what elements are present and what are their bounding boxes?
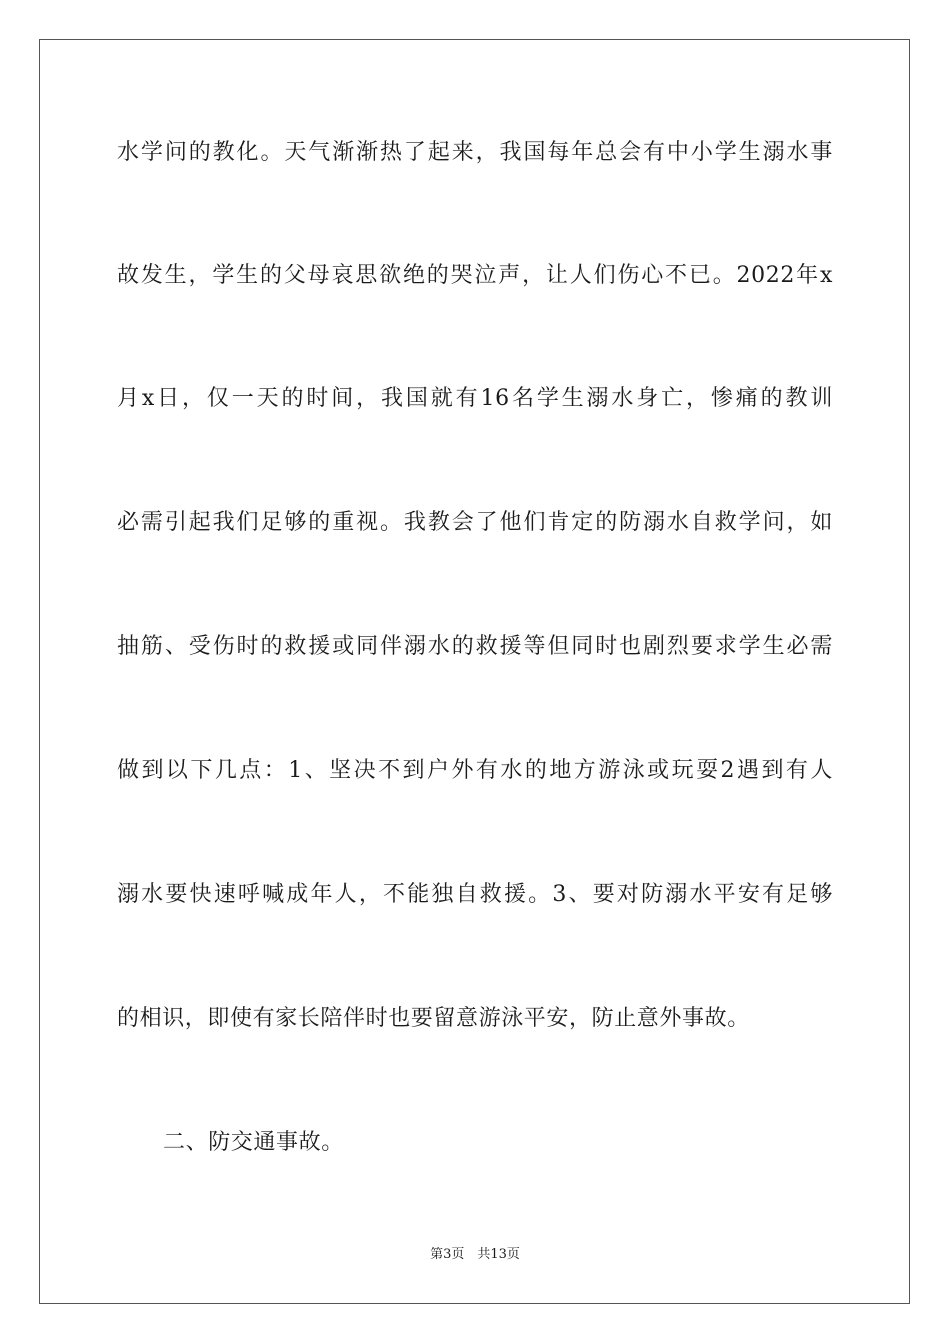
- paragraph-line: 故发生，学生的父母哀思欲绝的哭泣声，让人们伤心不已。2022年x: [117, 263, 833, 288]
- paragraph-line: 的相识，即使有家长陪伴时也要留意游泳平安，防止意外事故。: [117, 1006, 750, 1031]
- section-heading: 二、防交通事故。: [163, 1130, 344, 1155]
- paragraph-line: 抽筋、受伤时的救援或同伴溺水的救援等但同时也剧烈要求学生必需: [117, 634, 833, 659]
- paragraph-line: 溺水要快速呼喊成年人，不能独自救援。3、要对防溺水平安有足够: [117, 882, 833, 907]
- paragraph-line: 做到以下几点：1、坚决不到户外有水的地方游泳或玩耍2遇到有人: [117, 758, 833, 783]
- paragraph-line: 水学问的教化。天气渐渐热了起来，我国每年总会有中小学生溺水事: [117, 140, 833, 165]
- page-border: [39, 39, 910, 1304]
- page-number-footer: 第3页 共13页: [430, 1247, 520, 1262]
- paragraph-line: 必需引起我们足够的重视。我教会了他们肯定的防溺水自救学问，如: [117, 510, 833, 535]
- paragraph-line: 月x日，仅一天的时间，我国就有16名学生溺水身亡，惨痛的教训: [117, 386, 833, 411]
